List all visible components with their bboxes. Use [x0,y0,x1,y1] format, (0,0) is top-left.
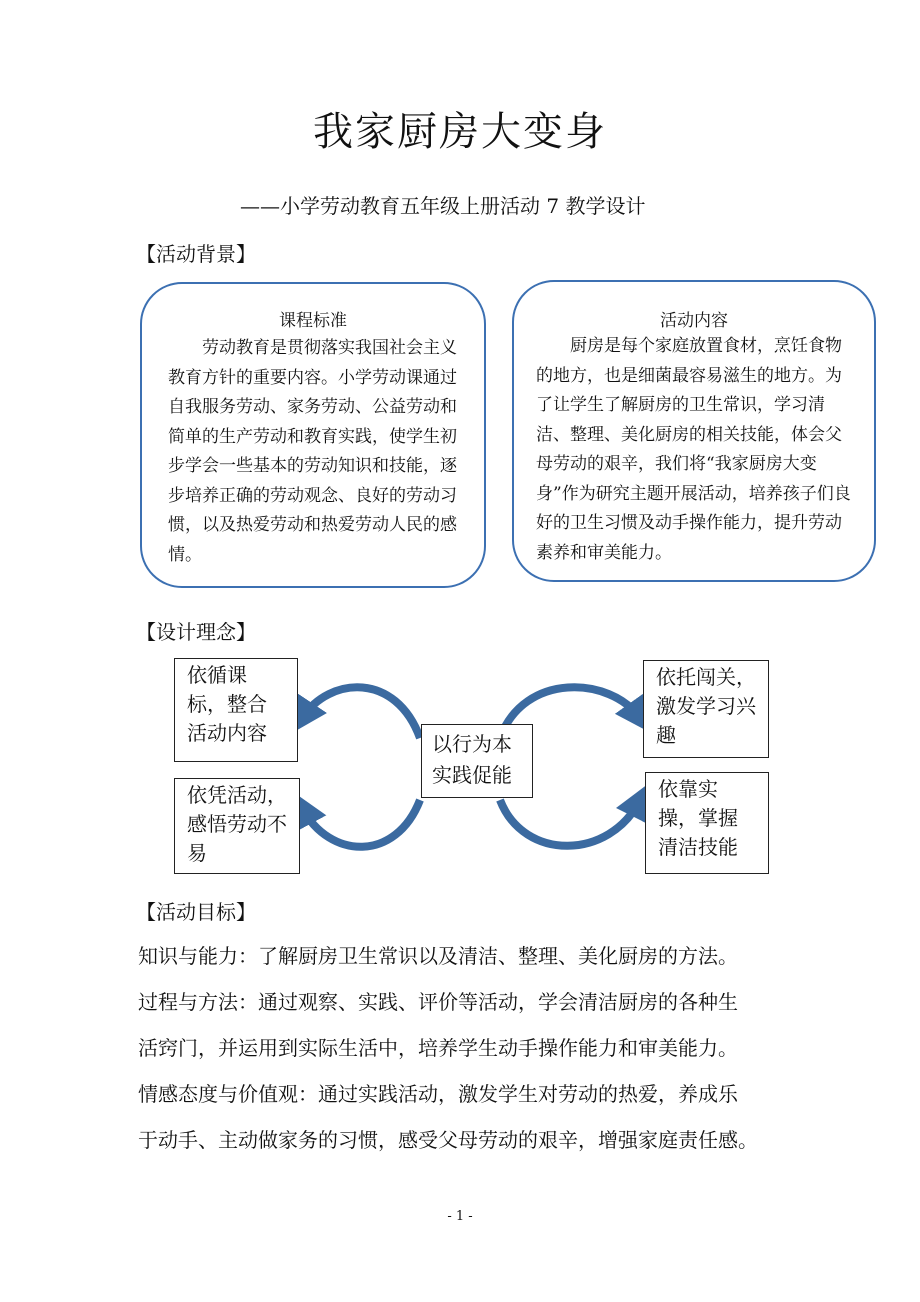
arrow-to-bottom-left [302,800,420,847]
goal-attitude-line-1: 情感态度与价值观：通过实践活动，激发学生对劳动的热爱，养成乐 [138,1082,738,1106]
page-number: - 1 - [447,1209,473,1224]
goal-process-line-2: 活窍门，并运用到实际生活中，培养学生动手操作能力和审美能力。 [138,1036,738,1060]
section-heading-goals: 【活动目标】 [136,900,256,924]
activity-content-heading: 活动内容 [660,311,728,331]
concept-bottom-left-box: 依凭活动，感悟劳动不易 [174,778,300,874]
goal-process-line-1: 过程与方法：通过观察、实践、评价等活动，学会清洁厨房的各种生 [138,990,738,1014]
goals-list [138,933,788,1163]
page-subtitle: ——小学劳动教育五年级上册活动 7 教学设计 [240,194,646,218]
section-heading-concept: 【设计理念】 [136,620,256,644]
concept-center-box: 以行为本实践促能 [421,724,533,798]
concept-top-left-box: 依循课标，整合活动内容 [174,658,298,762]
goal-attitude-line-2: 于动手、主动做家务的习惯，感受父母劳动的艰辛，增强家庭责任感。 [138,1128,758,1152]
curriculum-standard-heading: 课程标准 [279,311,347,331]
concept-top-right-box: 依托闯关，激发学习兴趣 [643,660,769,758]
page-title: 我家厨房大变身 [313,109,607,155]
section-heading-background: 【活动背景】 [136,242,256,266]
arrow-to-bottom-right [500,800,640,846]
concept-bottom-right-box: 依靠实操，掌握清洁技能 [645,772,769,874]
curriculum-standard-text: 劳动教育是贯彻落实我国社会主义教育方针的重要内容。小学劳动课通过自我服务劳动、家务劳动、公益劳动和简单的生产劳动和教育实践，使学生初步学会一些基本的劳动知识和技能，逐步培养正确的劳动观念、良好的劳动习惯，以及热爱劳动和热爱劳动人民的感情。 [168,338,457,565]
activity-content-text: 厨房是每个家庭放置食材，烹饪食物的地方，也是细菌最容易滋生的地方。为了让学生了解厨房的卫生常识，学习清洁、整理、美化厨房的相关技能，体会父母劳动的艰辛，我们将“我家厨房大变身”作为研究主题开展活动，培养孩子们良好的卫生习惯及动手操作能力，提升劳动素养和审美能力。 [536,336,851,563]
goal-knowledge-line-1: 知识与能力：了解厨房卫生常识以及清洁、整理、美化厨房的方法。 [138,944,738,968]
arrow-to-top-left [302,687,420,738]
